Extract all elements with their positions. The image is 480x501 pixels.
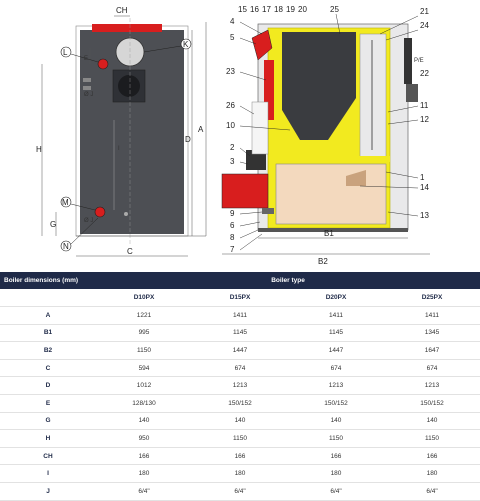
row-label: J: [0, 482, 96, 500]
table-cell: 1213: [384, 377, 480, 395]
label-i: I: [118, 146, 120, 152]
water-outlet-connector: [98, 59, 108, 69]
rear-top-cap: [92, 24, 162, 32]
label-j-top: Ø J: [84, 92, 94, 98]
drain-valve: [124, 212, 128, 216]
model-row: [0, 289, 480, 307]
heat-exchanger: [360, 34, 386, 158]
table-row: [0, 377, 480, 395]
table-header-row: [0, 272, 480, 289]
row-label: D: [0, 377, 96, 395]
table-cell: 6/4": [96, 482, 192, 500]
table-row: [0, 482, 480, 500]
table-cell: 1150: [192, 430, 288, 448]
burner-unit: [222, 174, 268, 208]
table-cell: 1447: [192, 342, 288, 360]
label-24: 24: [420, 21, 429, 30]
label-b1: B1: [324, 229, 334, 238]
label-k: K: [183, 40, 189, 49]
table-cell: 1145: [288, 324, 384, 342]
model-name: D20PX: [288, 289, 384, 307]
label-8: 8: [230, 233, 235, 242]
flue-damper: [406, 84, 418, 102]
table-cell: 1411: [384, 307, 480, 325]
rear-view: [36, 6, 206, 256]
label-10: 10: [226, 121, 235, 130]
label-20: 20: [298, 5, 307, 14]
table-cell: 1221: [96, 307, 192, 325]
table-cell: 180: [96, 465, 192, 483]
table-cell: 674: [288, 359, 384, 377]
table-cell: 1213: [192, 377, 288, 395]
label-e: E: [84, 56, 89, 62]
label-21: 21: [420, 7, 429, 16]
water-inlet-connector: [95, 207, 105, 217]
table-cell: 1145: [192, 324, 288, 342]
table-row: [0, 324, 480, 342]
table-cell: 150/152: [192, 394, 288, 412]
row-label: G: [0, 412, 96, 430]
label-13: 13: [420, 211, 429, 220]
model-name: D15PX: [192, 289, 288, 307]
header-dimensions: Boiler dimensions (mm): [0, 272, 96, 289]
table-cell: 1150: [288, 430, 384, 448]
label-25: 25: [330, 5, 339, 14]
table-cell: 1345: [384, 324, 480, 342]
table-cell: 1647: [384, 342, 480, 360]
label-side-note: P/E: [414, 58, 424, 64]
row-label: E: [0, 394, 96, 412]
row-label: B1: [0, 324, 96, 342]
row-label: C: [0, 359, 96, 377]
table-body: [0, 289, 480, 500]
label-11: 11: [420, 101, 429, 110]
combustion-chamber: [276, 164, 386, 224]
table-row: [0, 430, 480, 448]
row-label: CH: [0, 447, 96, 465]
table-cell: 140: [96, 412, 192, 430]
table-cell: 950: [96, 430, 192, 448]
row-label: B2: [0, 342, 96, 360]
label-18: 18: [274, 5, 283, 14]
label-h: H: [36, 145, 42, 154]
label-c: C: [127, 247, 133, 256]
table-cell: 166: [192, 447, 288, 465]
ash-door-hinge: [262, 208, 274, 214]
label-l: L: [63, 48, 68, 57]
label-9: 9: [230, 209, 235, 218]
table-cell: 150/152: [384, 394, 480, 412]
label-ch: CH: [116, 6, 128, 15]
label-4: 4: [230, 17, 235, 26]
table-cell: 1411: [192, 307, 288, 325]
dimensions-table: [0, 272, 480, 501]
label-6: 6: [230, 221, 235, 230]
table-row: [0, 465, 480, 483]
table-cell: 166: [384, 447, 480, 465]
table-cell: 180: [288, 465, 384, 483]
table-cell: 6/4": [288, 482, 384, 500]
table-cell: 1411: [288, 307, 384, 325]
header-boiler-type: Boiler type: [96, 272, 480, 289]
label-m: M: [62, 198, 69, 207]
table-cell: 6/4": [384, 482, 480, 500]
table-cell: 1447: [288, 342, 384, 360]
label-7: 7: [230, 245, 235, 254]
row-label: A: [0, 307, 96, 325]
label-15: 15: [238, 5, 247, 14]
row-label: H: [0, 430, 96, 448]
rear-fitting: [83, 86, 91, 90]
label-23: 23: [226, 67, 235, 76]
table-row: [0, 447, 480, 465]
table-cell: 1213: [288, 377, 384, 395]
table-cell: 995: [96, 324, 192, 342]
table-cell: 6/4": [192, 482, 288, 500]
label-a: A: [198, 125, 204, 134]
fan-opening: [118, 75, 140, 97]
label-16: 16: [250, 5, 259, 14]
flue-connection: [404, 38, 412, 84]
table-row: [0, 307, 480, 325]
row-label: I: [0, 465, 96, 483]
label-j-bottom: Ø J: [84, 218, 94, 224]
model-row-spacer: [0, 289, 96, 307]
table-row: [0, 342, 480, 360]
table-cell: 674: [384, 359, 480, 377]
table-cell: 166: [96, 447, 192, 465]
label-b2: B2: [318, 257, 328, 266]
model-name: D25PX: [384, 289, 480, 307]
table-cell: 594: [96, 359, 192, 377]
label-5: 5: [230, 33, 235, 42]
chamber-top-water: [272, 156, 390, 162]
label-d: D: [185, 135, 191, 144]
label-22: 22: [420, 69, 429, 78]
table-cell: 140: [192, 412, 288, 430]
table-cell: 150/152: [288, 394, 384, 412]
table-row: [0, 359, 480, 377]
table-cell: 128/130: [96, 394, 192, 412]
table-cell: 140: [384, 412, 480, 430]
label-1: 1: [420, 173, 425, 182]
model-name: D10PX: [96, 289, 192, 307]
dimensions-table-container: [0, 272, 480, 501]
table-cell: 180: [384, 465, 480, 483]
rear-fitting: [83, 78, 91, 82]
label-14: 14: [420, 183, 429, 192]
label-3: 3: [230, 157, 235, 166]
table-cell: 1150: [96, 342, 192, 360]
label-19: 19: [286, 5, 295, 14]
section-view: [222, 5, 430, 266]
label-12: 12: [420, 115, 429, 124]
table-cell: 180: [192, 465, 288, 483]
table-row: [0, 394, 480, 412]
table-cell: 166: [288, 447, 384, 465]
label-2: 2: [230, 143, 235, 152]
table-cell: 1150: [384, 430, 480, 448]
table-row: [0, 412, 480, 430]
table-cell: 674: [192, 359, 288, 377]
label-g: G: [50, 220, 57, 229]
table-cell: 1012: [96, 377, 192, 395]
table-cell: 140: [288, 412, 384, 430]
label-n: N: [63, 242, 69, 251]
label-17: 17: [262, 5, 271, 14]
label-26: 26: [226, 101, 235, 110]
